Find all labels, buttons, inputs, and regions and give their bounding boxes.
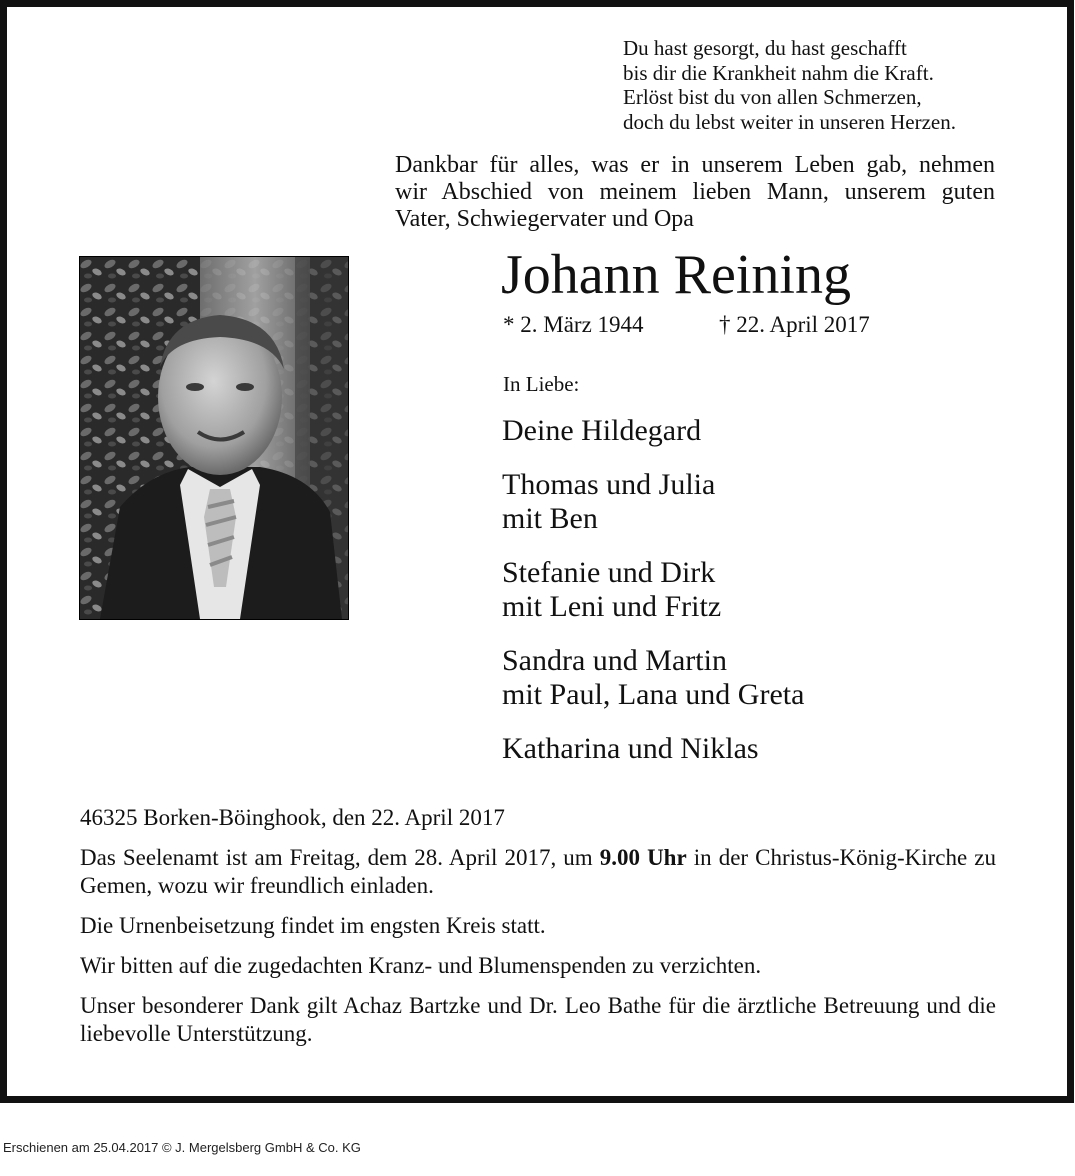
thanks-info: Unser besonderer Dank gilt Achaz Bartzke und Dr. Leo Bathe für die ärztliche Betreuung und die liebevolle Unterstützung.: [80, 993, 996, 1046]
funeral-info: [80, 804, 996, 1060]
service-text: Das Seelenamt ist am Freitag, dem 28. April 2017, um: [80, 845, 600, 870]
mourner-group: [502, 468, 804, 536]
poem-line: Erlöst bist du von allen Schmerzen,: [623, 85, 922, 109]
death-date: † 22. April 2017: [719, 312, 870, 337]
mourner-sub: mit Ben: [502, 502, 598, 535]
poem: [623, 36, 956, 134]
birth-date: * 2. März 1944: [503, 312, 644, 337]
intro-text: [395, 152, 995, 233]
life-dates: [503, 312, 870, 338]
portrait-image: [80, 257, 348, 619]
mourner-sub: mit Paul, Lana und Greta: [502, 678, 805, 711]
mourners-intro: In Liebe:: [503, 372, 580, 396]
mourners-list: [502, 414, 804, 786]
deceased-name: Johann Reining: [501, 244, 851, 306]
mourner-group: [502, 556, 804, 624]
mourner-group: [502, 732, 804, 766]
mourner-main: Thomas und Julia: [502, 468, 716, 501]
service-time: 9.00 Uhr: [599, 845, 687, 870]
poem-line: bis dir die Krankheit nahm die Kraft.: [623, 60, 934, 85]
mourner-main: Sandra und Martin: [502, 644, 727, 677]
portrait-photo: [79, 256, 349, 620]
mourner-group: [502, 414, 804, 448]
mourner-main: Stefanie und Dirk: [502, 556, 716, 589]
service-text: in der Christus-König-Kirche zu Gemen, wozu wir freundlich einladen.: [80, 845, 997, 898]
urn-info: Die Urnenbeisetzung findet im engsten Kreis statt.: [80, 913, 546, 938]
mourner-main: Deine Hildegard: [502, 414, 702, 447]
poem-line: Du hast gesorgt, du hast geschafft: [623, 36, 907, 60]
mourner-main: Katharina und Niklas: [502, 732, 759, 765]
intro-line: Vater, Schwiegervater und Opa: [395, 206, 694, 232]
place-date: 46325 Borken-Böinghook, den 22. April 2017: [80, 805, 505, 830]
intro-line: wir Abschied von meinem lieben Mann, unserem guten: [395, 179, 995, 205]
publication-footer: Erschienen am 25.04.2017 © J. Mergelsberg GmbH & Co. KG: [3, 1140, 361, 1155]
mourner-sub: mit Leni und Fritz: [502, 590, 722, 623]
service-info: [80, 844, 996, 900]
poem-line: doch du lebst weiter in unseren Herzen.: [623, 109, 956, 134]
flowers-info: Wir bitten auf die zugedachten Kranz- und Blumenspenden zu verzichten.: [80, 953, 762, 978]
intro-line: Dankbar für alles, was er in unserem Leben gab, nehmen: [395, 152, 995, 178]
mourner-group: [502, 644, 804, 712]
